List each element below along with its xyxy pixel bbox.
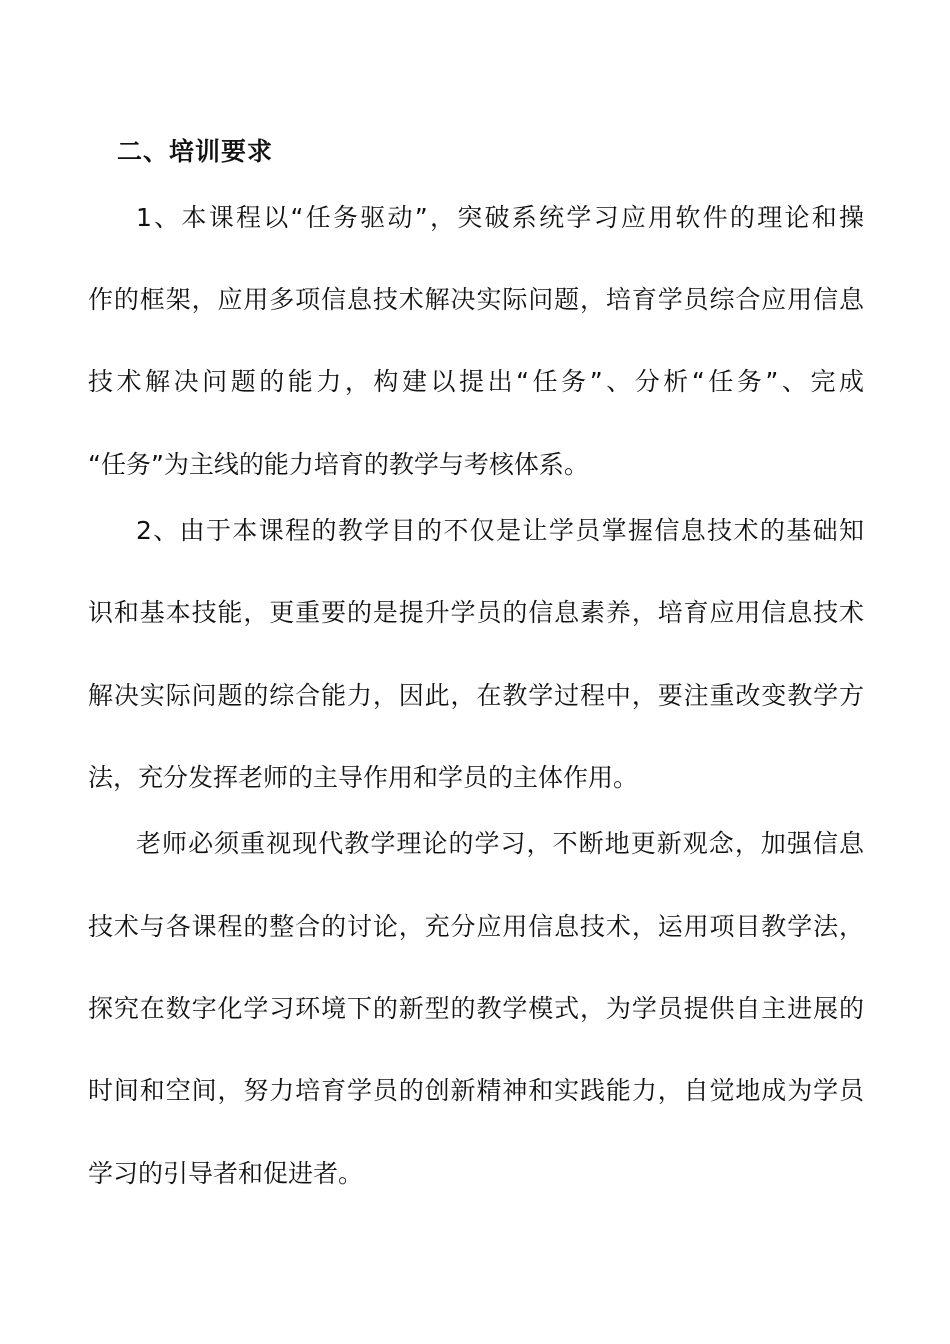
- paragraph-3-line-4: 时间和空间，努力培育学员的创新精神和实践能力，自觉地成为学员: [88, 1076, 864, 1105]
- paragraph-2-line-4: 法，充分发挥老师的主导作用和学员的主体作用。: [88, 763, 639, 792]
- paragraph-3-line-2: 技术与各课程的整合的讨论，充分应用信息技术，运用项目教学法，: [88, 912, 864, 941]
- paragraph-1-line-2: 作的框架，应用多项信息技术解决实际问题，培育学员综合应用信息: [88, 285, 864, 314]
- paragraph-2-line-2: 识和基本技能，更重要的是提升学员的信息素养，培育应用信息技术: [88, 598, 864, 627]
- paragraph-1-line-4: “任务”为主线的能力培育的教学与考核体系。: [88, 450, 589, 479]
- paragraph-1-line-3: 技术解决问题的能力，构建以提出“任务”、分析“任务”、完成: [88, 367, 864, 396]
- paragraph-1-line-1: 1、本课程以“任务驱动”，突破系统学习应用软件的理论和操: [136, 203, 864, 232]
- paragraph-2-line-3: 解决实际问题的综合能力，因此，在教学过程中，要注重改变教学方: [88, 681, 864, 710]
- paragraph-3-line-3: 探究在数字化学习环境下的新型的教学模式，为学员提供自主进展的: [88, 994, 864, 1023]
- section-heading: 二、培训要求: [117, 137, 274, 166]
- paragraph-3-line-5: 学习的引导者和促进者。: [88, 1159, 364, 1188]
- paragraph-2-line-1: 2、由于本课程的教学目的不仅是让学员掌握信息技术的基础知: [136, 516, 864, 545]
- paragraph-3-line-1: 老师必须重视现代教学理论的学习，不断地更新观念，加强信息: [136, 829, 864, 858]
